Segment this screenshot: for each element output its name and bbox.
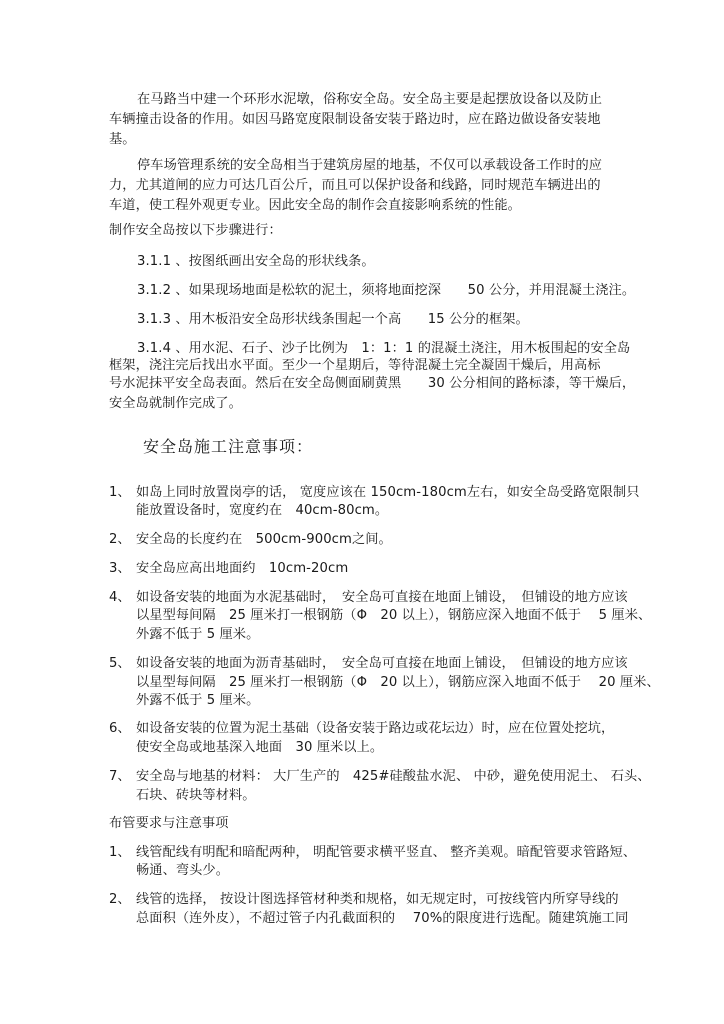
s2-item-2-line-2: 总面积（连外皮），不超过管子内孔截面积的 70%的限度进行选配。随建筑施工同 bbox=[136, 911, 629, 926]
intro-p2-line-2: 力，尤其道闸的应力可达几百公斤，而且可以保护设备和线路，同时规范车辆进出的 bbox=[109, 178, 601, 193]
step-3-1-3: 3.1.3 、用木板沿安全岛形状线条围起一个高 15 公分的框架。 bbox=[137, 312, 529, 327]
item-number: 5、 bbox=[109, 656, 131, 671]
section-heading-safety-island: 安全岛施工注意事项： bbox=[143, 437, 314, 456]
s1-item-4-line-2: 以星型每间隔 25 厘米打一根钢筋（Φ 20 以上），钢筋应深入地面不低于 5 厘米、 bbox=[136, 608, 652, 623]
step-3-1-1: 3.1.1 、按图纸画出安全岛的形状线条。 bbox=[137, 254, 375, 269]
s1-item-4-line-3: 外露不低于 5 厘米。 bbox=[136, 627, 260, 642]
s1-item-4-line-1: 如设备安装的地面为水泥基础时， 安全岛可直接在地面上铺设， 但铺设的地方应该 bbox=[136, 590, 628, 605]
item-number: 1、 bbox=[109, 485, 131, 500]
s1-item-7-line-1: 安全岛与地基的材料： 大厂生产的 425#硅酸盐水泥、 中砂，避免使用泥土、 石头、 bbox=[136, 769, 651, 784]
intro-p2-line-1: 停车场管理系统的安全岛相当于建筑房屋的地基，不仅可以承载设备工作时的应 bbox=[137, 158, 603, 173]
step-3-1-4-line-1: 3.1.4 、用水泥、石子、沙子比例为 1：1：1 的混凝土浇注，用木板围起的安全岛 bbox=[137, 341, 631, 356]
intro-p1-line-2: 车辆撞击设备的作用。如因马路宽度限制设备安装于路边时，应在路边做设备安装地 bbox=[109, 112, 601, 127]
step-3-1-2: 3.1.2 、如果现场地面是松软的泥土，须将地面挖深 50 公分，并用混凝土浇注。 bbox=[137, 283, 636, 298]
steps-intro: 制作安全岛按以下步骤进行： bbox=[109, 223, 282, 238]
s1-item-3: 安全岛应高出地面约 10cm-20cm bbox=[136, 561, 349, 576]
item-number: 7、 bbox=[109, 769, 131, 784]
intro-p2-line-3: 车道，使工程外观更专业。因此安全岛的制作会直接影响系统的性能。 bbox=[109, 198, 521, 213]
s1-item-5-line-1: 如设备安装的地面为沥青基础时， 安全岛可直接在地面上铺设， 但铺设的地方应该 bbox=[136, 656, 628, 671]
intro-p1-line-1: 在马路当中建一个环形水泥墩，俗称安全岛。安全岛主要是起摆放设备以及防止 bbox=[137, 92, 603, 107]
item-number: 3、 bbox=[109, 561, 131, 576]
step-3-1-4-line-3: 号水泥抹平安全岛表面。然后在安全岛侧面刷黄黑 30 公分相间的路标漆，等干燥后， bbox=[109, 376, 636, 391]
s2-item-1-line-2: 畅通、弯头少。 bbox=[136, 863, 230, 878]
s1-item-7-line-2: 石块、砖块等材料。 bbox=[136, 788, 256, 803]
item-number: 1、 bbox=[109, 845, 131, 860]
step-3-1-4-line-4: 安全岛就制作完成了。 bbox=[109, 396, 242, 411]
item-number: 2、 bbox=[109, 532, 131, 547]
s1-item-1-line-2: 能放置设备时，宽度约在 40cm-80cm。 bbox=[136, 503, 389, 518]
s1-item-6-line-1: 如设备安装的位置为泥土基础（设备安装于路边或花坛边）时，应在位置处挖坑， bbox=[136, 721, 615, 736]
s1-item-5-line-2: 以星型每间隔 25 厘米打一根钢筋（Φ 20 以上），钢筋应深入地面不低于 20 厘米、 bbox=[136, 675, 660, 690]
s1-item-5-line-3: 外露不低于 5 厘米。 bbox=[136, 693, 260, 708]
s1-item-6-line-2: 使安全岛或地基深入地面 30 厘米以上。 bbox=[136, 740, 384, 755]
section-heading-conduit: 布管要求与注意事项 bbox=[109, 816, 229, 831]
s1-item-1-line-1: 如岛上同时放置岗亭的话， 宽度应该在 150cm-180cm左右，如安全岛受路宽限制只 bbox=[136, 485, 640, 500]
s2-item-1-line-1: 线管配线有明配和暗配两种， 明配管要求横平竖直、 整齐美观。暗配管要求管路短、 bbox=[136, 845, 637, 860]
item-number: 6、 bbox=[109, 721, 131, 736]
step-3-1-4-line-2: 框架，浇注完后找出水平面。至少一个星期后，等待混凝土完全凝固干燥后，用高标 bbox=[109, 358, 601, 373]
s1-item-2: 安全岛的长度约在 500cm-900cm之间。 bbox=[136, 532, 392, 547]
item-number: 2、 bbox=[109, 892, 131, 907]
intro-p1-line-3: 基。 bbox=[109, 132, 136, 147]
s2-item-2-line-1: 线管的选择， 按设计图选择管材种类和规格，如无规定时，可按线管内所穿导线的 bbox=[136, 892, 619, 907]
item-number: 4、 bbox=[109, 590, 131, 605]
